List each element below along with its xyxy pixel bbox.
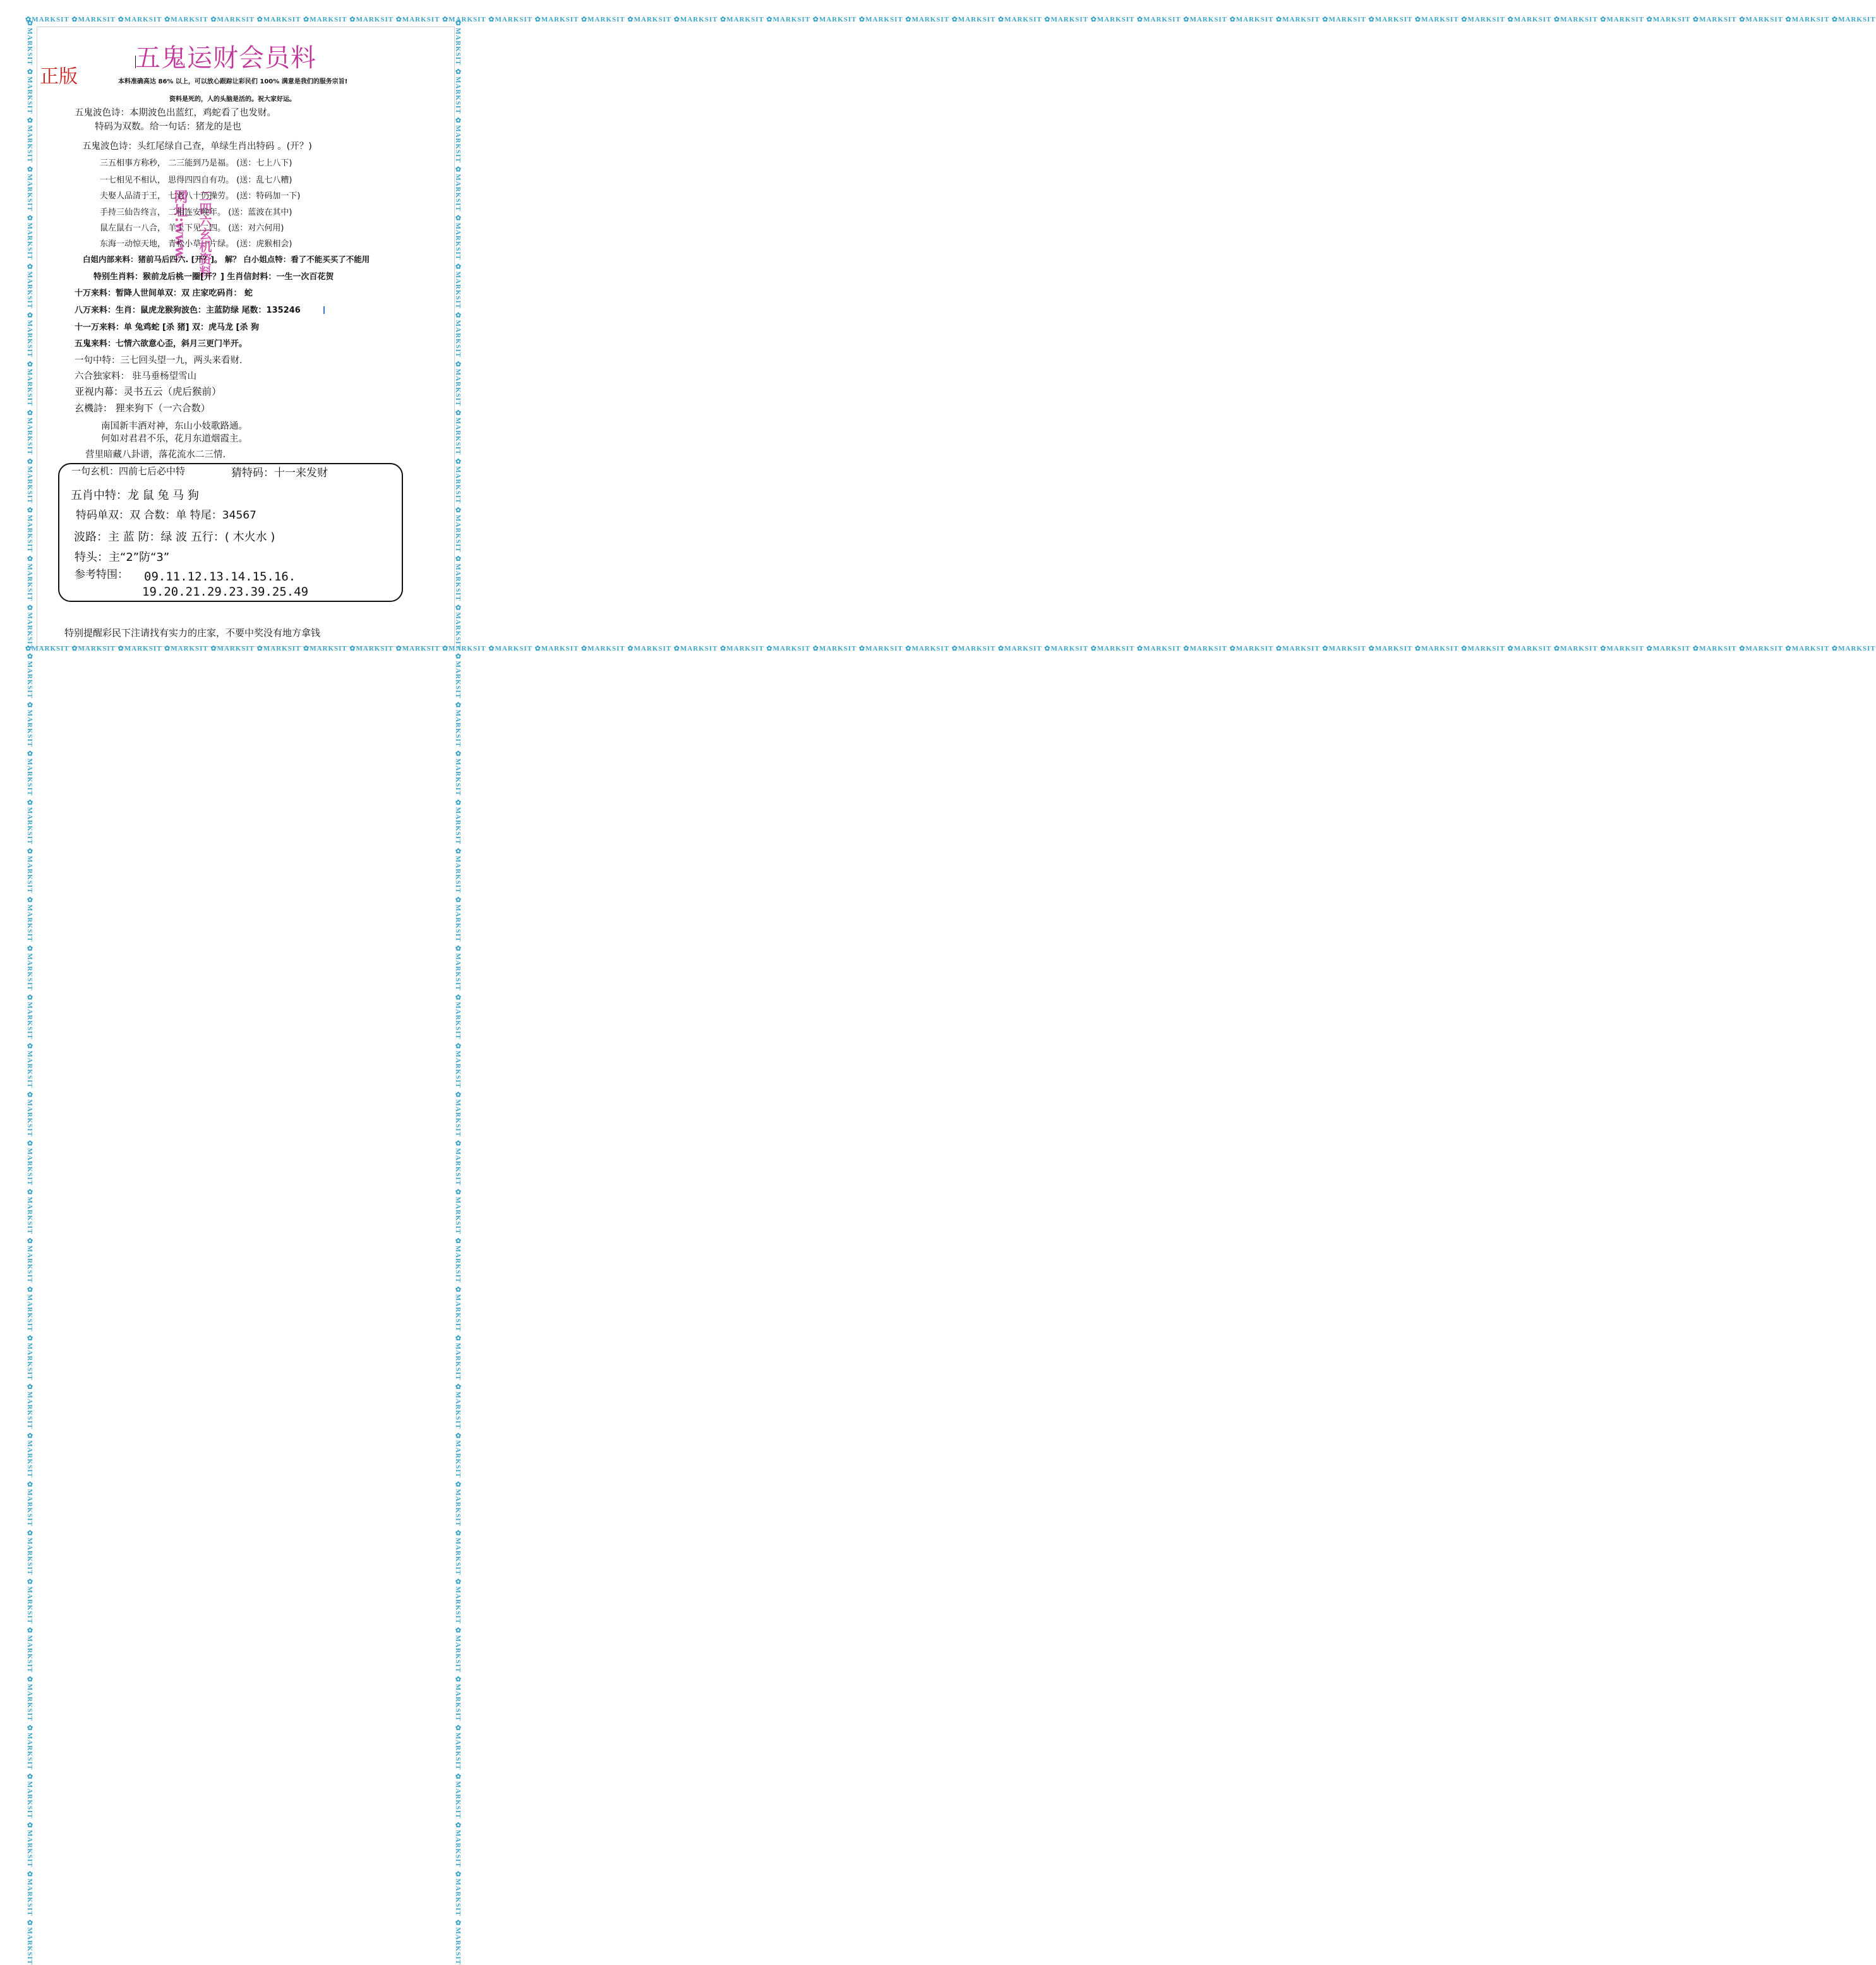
text-line: 特别生肖料：猴前龙后桃一圈[开？] 生肖信封料：一生一次百花贺 [93,272,334,282]
page-title: 五鬼运财会员料 [135,44,316,73]
text-line: 手持三仙告终言， 二相连安晚年。 (送：蓝波在其中) [100,208,292,217]
text-line: 鼠左鼠右一八合， 羊上下见二四。 (送：对六何用) [100,224,284,233]
wave-line: 波路：主 蓝 防：绿 波 五行：( 木火水 ) [74,531,275,544]
text-line: 一七相见不相认， 思得四四自有功。 (送：乱七八糟) [100,176,292,185]
footer-warning: 特别提醒彩民下注请找有实力的庄家，不要中奖没有地方拿钱 [64,627,321,639]
text-line: 五鬼波色诗：头红尾绿自己查，单绿生肖出特码 。(开？) [82,141,312,152]
head-line: 特头：主“2”防“3” [75,551,170,564]
border-bottom: ✿MARKSIT ✿MARKSIT ✿MARKSIT ✿MARKSIT ✿MARKSIT ✿MARKSIT ✿MARKSIT ✿MARKSIT ✿MARKSIT ✿MARKSIT ✿MARKSIT ✿MARKSIT ✿MARKSIT ✿MARKSIT ✿MARKSIT ✿MARKSIT ✿MARKSIT ✿MARKSIT ✿MARKSIT ✿MARKSIT ✿MARKSIT ✿MARKSIT ✿MARKSIT ✿MARKSIT ✿MARKSIT ✿MARKSIT ✿MARKSIT ✿MARKSIT ✿MARKSIT ✿MARKSIT ✿MARKSIT ✿MARKSIT ✿MARKSIT ✿MARKSIT ✿MARKSIT ✿MARKSIT ✿MARKSIT ✿MARKSIT ✿MARKSIT ✿MARKSIT [25,645,1876,652]
ref-row-1: 09.11.12.13.14.15.16. [144,570,296,584]
text-line: 八万来料：生肖：鼠虎龙猴狗波色：主蓝防绿 尾数：135246 [75,306,301,315]
text-line: 何如对君君不乐，花月东道烟霞主。 [101,434,248,444]
guess-line: 猜特码：十一来发财 [231,467,328,479]
border-right: ✿MARKSIT ✿MARKSIT ✿MARKSIT ✿MARKSIT ✿MARKSIT ✿MARKSIT ✿MARKSIT ✿MARKSIT ✿MARKSIT ✿MARKSIT ✿MARKSIT ✿MARKSIT ✿MARKSIT ✿MARKSIT ✿MARKSIT ✿MARKSIT ✿MARKSIT ✿MARKSIT ✿MARKSIT ✿MARKSIT ✿MARKSIT ✿MARKSIT ✿MARKSIT ✿MARKSIT ✿MARKSIT ✿MARKSIT ✿MARKSIT ✿MARKSIT ✿MARKSIT ✿MARKSIT ✿MARKSIT ✿MARKSIT ✿MARKSIT ✿MARKSIT ✿MARKSIT ✿MARKSIT ✿MARKSIT ✿MARKSIT ✿MARKSIT ✿MARKSIT [454,19,462,1965]
ref-row-2: 19.20.21.29.23.39.25.49 [142,585,309,599]
ref-label: 参考特围： [75,568,128,581]
text-line: 营里暗藏八卦谱，落花流水二三情. [85,450,226,460]
text-line: 亚视内幕：灵书五云（虎后猴前） [75,386,222,397]
border-left: ✿MARKSIT ✿MARKSIT ✿MARKSIT ✿MARKSIT ✿MARKSIT ✿MARKSIT ✿MARKSIT ✿MARKSIT ✿MARKSIT ✿MARKSIT ✿MARKSIT ✿MARKSIT ✿MARKSIT ✿MARKSIT ✿MARKSIT ✿MARKSIT ✿MARKSIT ✿MARKSIT ✿MARKSIT ✿MARKSIT ✿MARKSIT ✿MARKSIT ✿MARKSIT ✿MARKSIT ✿MARKSIT ✿MARKSIT ✿MARKSIT ✿MARKSIT ✿MARKSIT ✿MARKSIT ✿MARKSIT ✿MARKSIT ✿MARKSIT ✿MARKSIT ✿MARKSIT ✿MARKSIT ✿MARKSIT ✿MARKSIT ✿MARKSIT ✿MARKSIT [26,19,33,1965]
text-line: 十一万来料：单 兔鸡蛇 [杀 猪] 双：虎马龙 [杀 狗 [75,323,259,332]
watermark-url: 网址:www. [172,189,188,262]
text-line: 五鬼波色诗：本期波色出蓝红，鸡蛇看了也发财。 [75,108,276,118]
text-line: 特码为双数。给一句话：猪龙的是也 [95,122,241,132]
text-cursor [323,306,325,314]
accuracy-note: 本料准确高达 86% 以上，可以放心跟踪让彩民们 100% 满意是我们的服务宗旨! [118,78,348,85]
text-line: 六合独家料： 驻马垂杨望雪山 [75,371,197,382]
luck-note: 资料是死的，人的头脑是活的。祝大家好运。 [169,96,296,103]
border-top: ✿MARKSIT ✿MARKSIT ✿MARKSIT ✿MARKSIT ✿MARKSIT ✿MARKSIT ✿MARKSIT ✿MARKSIT ✿MARKSIT ✿MARKSIT ✿MARKSIT ✿MARKSIT ✿MARKSIT ✿MARKSIT ✿MARKSIT ✿MARKSIT ✿MARKSIT ✿MARKSIT ✿MARKSIT ✿MARKSIT ✿MARKSIT ✿MARKSIT ✿MARKSIT ✿MARKSIT ✿MARKSIT ✿MARKSIT ✿MARKSIT ✿MARKSIT ✿MARKSIT ✿MARKSIT ✿MARKSIT ✿MARKSIT ✿MARKSIT ✿MARKSIT ✿MARKSIT ✿MARKSIT ✿MARKSIT ✿MARKSIT ✿MARKSIT ✿MARKSIT [25,16,1876,23]
odd-even-line: 特码单双：双 合数：单 特尾：34567 [76,509,256,522]
edition-label: 正版 [40,66,78,88]
text-line: 夫娶人品清于王， 七老八十仍操劳。 (送：特码加一下) [100,191,301,201]
text-line: 三五相事方称秒， 二三能到乃是福。 (送：七上八下) [100,159,292,168]
five-zodiac-line: 五肖中特：龙 鼠 兔 马 狗 [71,489,199,502]
text-line: 玄機詩： 狸来狗下（一六合数） [75,402,210,414]
text-line: 一句中特：三七回头望一九，两头来看财. [75,356,243,366]
watermark-site: 二四六玄机资料 [197,189,212,278]
text-line: 白姐内部来料：猪前马后四六. [开？]。 解？ 白小姐点特：看了不能买买了不能用 [83,255,370,264]
xuanji-line: 一句玄机：四前七后必中特 [71,466,186,477]
text-line: 十万来料：暂降人世间单双：双 庄家吃码肖： 蛇 [75,289,253,298]
text-line: 南国新丰酒对神，东山小妓歌路通。 [101,421,248,431]
text-line: 东海一动惊天地， 青松小草一片绿。 (送：虎猴相会) [100,239,292,249]
text-line: 五鬼来料：七情六欲意心歪，斜月三更门半开。 [75,339,248,349]
